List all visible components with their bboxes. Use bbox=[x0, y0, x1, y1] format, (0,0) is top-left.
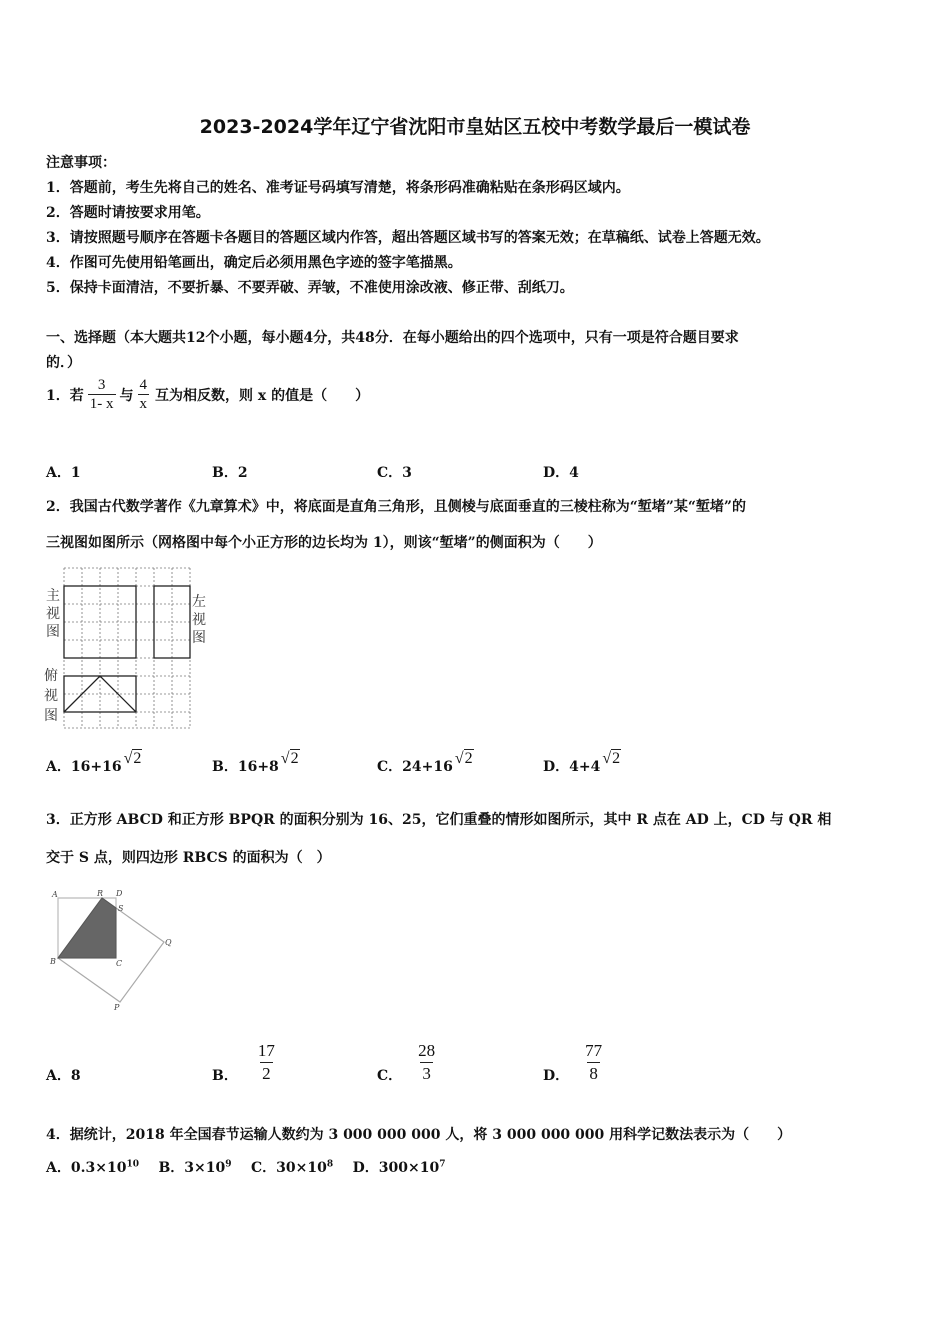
notice-item: 3．请按照题号顺序在答题卡各题目的答题区域内作答，超出答题区域书写的答案无效；在草稿纸、试卷上答题无效。 bbox=[46, 230, 770, 246]
q1-mid: 与 bbox=[119, 387, 134, 404]
top-label-3: 图 bbox=[44, 708, 58, 724]
q4-option-a-exp: 10 bbox=[126, 1159, 139, 1170]
question-1 bbox=[46, 376, 369, 413]
notice-item: 4．作图可先使用铅笔画出，确定后必须用黑色字迹的签字笔描黑。 bbox=[46, 255, 462, 271]
q1-option-b: B．2 bbox=[212, 465, 248, 481]
q2-option-c bbox=[377, 750, 474, 776]
sqrt-icon: √2 bbox=[602, 750, 621, 767]
label-c: C bbox=[116, 959, 123, 968]
question-2: 2．我国古代数学著作《九章算术》中，将底面是直角三角形，且侧棱与底面垂直的三棱柱称为“堑堵”某“堑堵”的 bbox=[46, 499, 746, 515]
q4-option-a-base: A．0.3×10 bbox=[46, 1160, 127, 1176]
q3-option-d-den: 8 bbox=[589, 1064, 598, 1083]
section-heading: 一、选择题（本大题共12个小题，每小题4分，共48分．在每小题给出的四个选项中，只有一项是符合题目要求 bbox=[46, 330, 739, 346]
notice-item: 2．答题时请按要求用笔。 bbox=[46, 205, 210, 221]
label-s: S bbox=[118, 904, 124, 913]
q2-option-a-rad: 2 bbox=[133, 750, 142, 767]
q4-option-d-base: D．300×10 bbox=[352, 1160, 440, 1176]
q2-option-b-label: B．16+8 bbox=[212, 759, 279, 775]
front-label-2: 视 bbox=[46, 606, 60, 622]
q3-option-b-label: B． bbox=[212, 1067, 238, 1084]
q3-option-c-num: 28 bbox=[418, 1041, 436, 1060]
q1-prefix: 1．若 bbox=[46, 387, 84, 404]
q2-option-b-rad: 2 bbox=[290, 750, 299, 767]
q2-option-c-label: C．24+16 bbox=[377, 759, 453, 775]
q3-option-c bbox=[377, 1040, 437, 1085]
top-label-2: 视 bbox=[44, 688, 58, 704]
q3-option-b-frac bbox=[256, 1040, 277, 1085]
q3-option-c-den: 3 bbox=[422, 1064, 431, 1083]
q4-option-b-exp: 9 bbox=[225, 1159, 232, 1170]
q3-option-c-frac bbox=[416, 1040, 437, 1085]
q3-option-c-label: C． bbox=[377, 1067, 403, 1084]
q4-option-b-base: B．3×10 bbox=[158, 1160, 226, 1176]
q3-option-d-label: D． bbox=[543, 1067, 570, 1084]
question-4: 4．据统计，2018 年全国春节运输人数约为 3 000 000 000 人，将 3 000 000 000 用科学记数法表示为（ ） bbox=[46, 1127, 792, 1143]
q4-option-c-exp: 8 bbox=[326, 1159, 334, 1170]
q3-option-d-num: 77 bbox=[585, 1041, 603, 1060]
q1-option-c: C．3 bbox=[377, 465, 412, 481]
q2-option-a-label: A．16+16 bbox=[46, 759, 122, 775]
question-3-cont: 交于 S 点，则四边形 RBCS 的面积为（ ） bbox=[46, 850, 331, 866]
q4-option-a bbox=[46, 1160, 139, 1176]
q1-option-d: D．4 bbox=[543, 465, 579, 481]
question-2-cont: 三视图如图所示（网格图中每个小正方形的边长均为 1），则该“堑堵”的侧面积为（ ） bbox=[46, 535, 602, 551]
label-p: P bbox=[114, 1003, 120, 1012]
q4-option-b bbox=[158, 1160, 231, 1176]
q1-f2-num: 4 bbox=[139, 377, 147, 393]
q2-option-b bbox=[212, 750, 300, 776]
q2-option-c-rad: 2 bbox=[464, 750, 473, 767]
label-a: A bbox=[52, 890, 58, 899]
label-d: D bbox=[116, 889, 123, 898]
q4-option-c-base: C．30×10 bbox=[251, 1160, 327, 1176]
q1-fraction-1 bbox=[88, 376, 116, 413]
label-q: Q bbox=[165, 938, 172, 947]
sqrt-icon: √2 bbox=[454, 750, 473, 767]
q4-option-d-exp: 7 bbox=[439, 1159, 446, 1170]
q1-option-a: A．1 bbox=[46, 465, 81, 481]
q3-option-b-den: 2 bbox=[262, 1064, 271, 1083]
question-3: 3．正方形 ABCD 和正方形 BPQR 的面积分别为 16、25，它们重叠的情形如图所示，其中 R 点在 AD 上，CD 与 QR 相 bbox=[46, 812, 832, 828]
three-view-figure bbox=[40, 562, 220, 732]
front-label-1: 主 bbox=[46, 588, 60, 604]
grid-lines bbox=[64, 568, 190, 728]
q2-option-a bbox=[46, 750, 142, 776]
sqrt-icon: √2 bbox=[280, 750, 299, 767]
notice-item: 5．保持卡面清洁，不要折暴、不要弄破、弄皱，不准使用涂改液、修正带、刮纸刀。 bbox=[46, 280, 574, 296]
q1-suffix: 互为相反数，则 x 的值是（ ） bbox=[155, 387, 370, 404]
q1-fraction-2 bbox=[138, 376, 150, 413]
q3-option-b bbox=[212, 1040, 277, 1085]
label-b: B bbox=[50, 957, 56, 966]
section-heading-cont: 的．） bbox=[46, 355, 81, 371]
left-label-2: 视 bbox=[192, 612, 206, 628]
q3-option-d bbox=[543, 1040, 604, 1085]
q3-option-d-frac bbox=[583, 1040, 604, 1085]
quad-rbcs bbox=[58, 898, 116, 958]
left-label-3: 图 bbox=[192, 630, 206, 646]
front-label-3: 图 bbox=[46, 624, 60, 640]
left-label-1: 左 bbox=[192, 594, 206, 610]
page-title: 2023-2024学年辽宁省沈阳市皇姑区五校中考数学最后一模试卷 bbox=[199, 116, 751, 138]
q3-option-a: A．8 bbox=[46, 1068, 81, 1084]
notice-item: 1．答题前，考生先将自己的姓名、准考证号码填写清楚，将条形码准确粘贴在条形码区域内。 bbox=[46, 180, 630, 196]
q4-options bbox=[46, 1157, 445, 1177]
label-r: R bbox=[97, 889, 104, 898]
notice-heading: 注意事项： bbox=[46, 155, 116, 171]
q2-option-d-label: D．4+4 bbox=[543, 759, 601, 775]
sqrt-icon: √2 bbox=[123, 750, 142, 767]
q1-f2-den: x bbox=[139, 396, 147, 412]
q3-option-b-num: 17 bbox=[257, 1041, 275, 1060]
q4-option-d bbox=[353, 1160, 446, 1176]
q4-option-c bbox=[251, 1160, 333, 1176]
q1-f1-num: 3 bbox=[97, 377, 106, 393]
square-overlap-figure bbox=[46, 886, 176, 1016]
q1-f1-den: 1- x bbox=[89, 396, 114, 412]
top-label-1: 俯 bbox=[44, 668, 58, 684]
q2-option-d bbox=[543, 750, 621, 776]
q2-option-d-rad: 2 bbox=[612, 750, 621, 767]
